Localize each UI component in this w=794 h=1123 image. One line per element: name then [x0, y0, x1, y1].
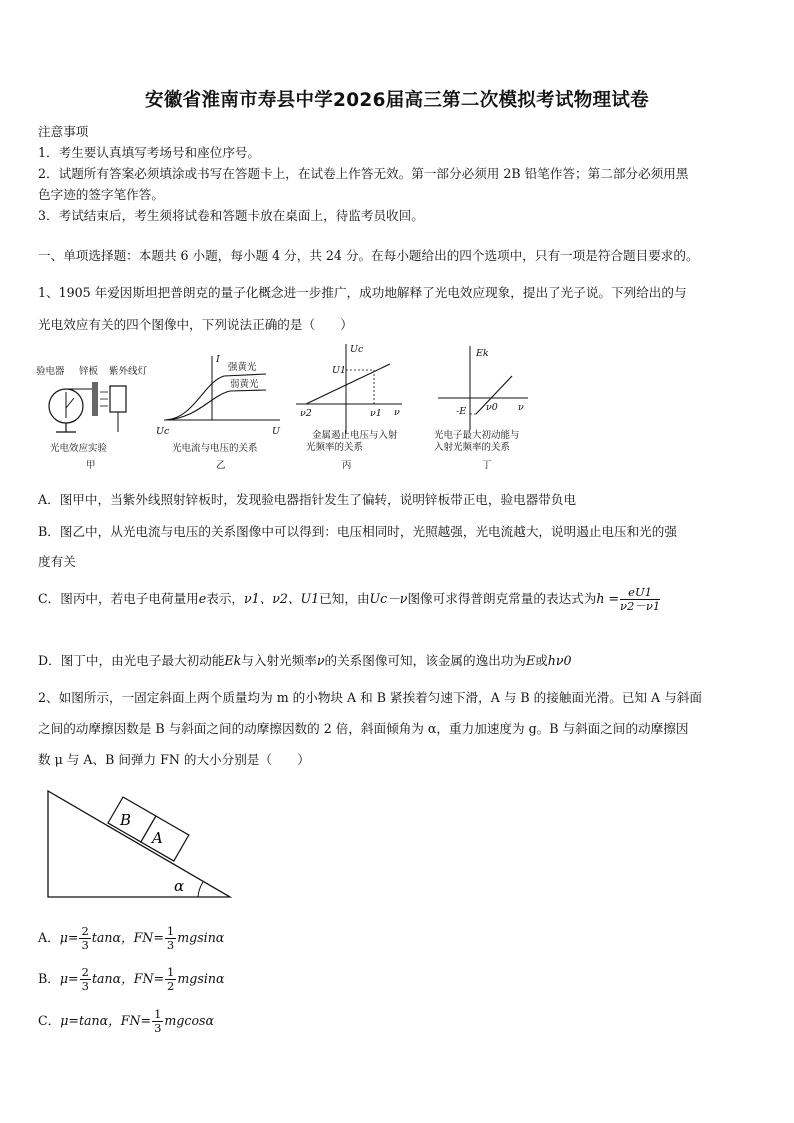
- q2-stem-3: 数 μ 与 A、B 间弹力 FN 的大小分别是（ ）: [38, 752, 310, 767]
- tag-bing: 丙: [342, 460, 352, 471]
- label-block-a: A: [152, 829, 163, 847]
- notice-item-2-cont: 色字迹的签字笔作答。: [38, 187, 164, 202]
- caption-ding-1: 光电子最大初动能与: [434, 430, 520, 441]
- label-v2: ν2: [300, 408, 312, 419]
- label-u1: U1: [332, 365, 347, 376]
- q1-option-d: D．图丁中，由光电子最大初动能Ek与入射光频率ν的关系图像可知，该金属的逸出功为E或hν0: [38, 653, 572, 668]
- label-neg-e: -E: [456, 406, 467, 417]
- label-v1: ν1: [370, 408, 382, 419]
- axis-v: ν: [394, 407, 400, 418]
- caption-yi: 光电流与电压的关系: [172, 443, 258, 454]
- fraction-mu-b: $\frac{2}{3}$: [81, 965, 89, 993]
- fraction-f-b: $\frac{1}{2}$: [167, 965, 175, 993]
- fraction-f-c: $\frac{1}{3}$: [154, 1007, 162, 1035]
- axis-u: U: [272, 426, 281, 437]
- label-block-b: B: [120, 811, 132, 829]
- q2-option-c: C．μ=tanα，FN= $\frac{1}{3}$ mgcosα: [38, 1007, 214, 1035]
- electroscope-needle: [66, 398, 74, 408]
- q2-stem-2: 之间的动摩擦因数是 B 与斜面之间的动摩擦因数的 2 倍，斜面倾角为 α，重力加速度为 g。B 与斜面之间的动摩擦因: [38, 721, 689, 736]
- fraction-mu-a: $\frac{2}{3}$: [81, 924, 89, 952]
- caption-bing-2: 光频率的关系: [306, 442, 364, 453]
- q1-option-c: C．图丙中，若电子电荷量用e表示，ν1、ν2、U1已知，由Uc－ν图像可求得普朗克常量的表达式为h = $\frac{eU1}{\nu 2-\nu 1}$: [38, 585, 661, 613]
- section-heading: 一、单项选择题：本题共 6 小题，每小题 4 分，共 24 分。在每小题给出的四个选项中，只有一项是符合题目要求的。: [38, 248, 699, 263]
- caption-jia: 光电效应实验: [50, 443, 108, 454]
- label-electroscope: 验电器: [36, 366, 65, 377]
- q2-stem-1: 2、如图所示，一固定斜面上两个质量均为 m 的小物块 A 和 B 紧挨着匀速下滑，A 与 B 的接触面光滑。已知 A 与斜面: [38, 690, 702, 705]
- q1-option-b-1: B．图乙中，从光电流与电压的关系图像中可以得到：电压相同时，光照越强，光电流越大，说明遏止电压和光的强: [38, 524, 677, 539]
- axis-i: I: [216, 354, 220, 365]
- figure-incline: [40, 785, 240, 903]
- figure-jia: [36, 352, 156, 477]
- label-angle: α: [174, 877, 185, 895]
- notice-item-3: 3．考试结束后，考生须将试卷和答题卡放在桌面上，待监考员收回。: [38, 208, 424, 223]
- zinc-plate-icon: [92, 382, 98, 416]
- q1-stem-1: 1、1905 年爱因斯坦把普朗克的量子化概念进一步推广，成功地解释了光电效应现象，提出了光子说。下列给出的与: [38, 285, 687, 300]
- tag-jia: 甲: [86, 460, 96, 471]
- tag-yi: 乙: [216, 460, 226, 471]
- q1-stem-2: 光电效应有关的四个图像中，下列说法正确的是（ ）: [38, 317, 353, 332]
- uv-lamp-icon: [110, 386, 126, 412]
- caption-ding-2: 入射光频率的关系: [434, 442, 511, 453]
- label-strong: 强黄光: [228, 362, 257, 373]
- page-title: 安徽省淮南市寿县中学2026届高三第二次模拟考试物理试卷: [145, 90, 649, 111]
- q1-option-b-2: 度有关: [38, 554, 76, 569]
- notice-heading: 注意事项: [38, 124, 89, 139]
- label-zinc-plate: 锌板: [79, 366, 99, 377]
- fraction-f-a: $\frac{1}{3}$: [166, 924, 175, 952]
- axis-v: ν: [518, 402, 524, 413]
- notice-item-2: 2．试题所有答案必须填涂或书写在答题卡上，在试卷上作答无效。第一部分必须用 2B 铅笔作答；第二部分必须用黑: [38, 166, 689, 181]
- q1-option-a: A．图甲中，当紫外线照射锌板时，发现验电器指针发生了偏转，说明锌板带正电，验电器带负电: [38, 492, 577, 507]
- axis-ek: Ek: [476, 348, 489, 359]
- angle-arc: [198, 882, 203, 897]
- label-v0: ν0: [486, 402, 498, 413]
- notice-item-1: 1．考生要认真填写考场号和座位序号。: [38, 145, 261, 160]
- figure-yi: [154, 352, 284, 477]
- figure-bing: [290, 340, 410, 477]
- axis-uc: Uc: [350, 344, 364, 355]
- figure-ding: [424, 340, 544, 477]
- caption-bing-1: 金属遏止电压与入射: [312, 430, 398, 441]
- q2-option-b: B．μ= $\frac{2}{3}$ tanα，FN= $\frac{1}{2}$ mgsinα: [38, 965, 225, 993]
- tag-ding: 丁: [482, 460, 492, 471]
- fraction-h: $\frac{eU1}{\nu 2-\nu 1}$: [620, 585, 661, 613]
- label-uc: Uc: [156, 426, 170, 437]
- q2-option-a: A．μ= $\frac{2}{3}$ tanα，FN= $\frac{1}{3}$ mgsinα: [38, 924, 225, 952]
- label-uv-lamp: 紫外线灯: [109, 366, 148, 377]
- label-weak: 弱黄光: [230, 379, 259, 390]
